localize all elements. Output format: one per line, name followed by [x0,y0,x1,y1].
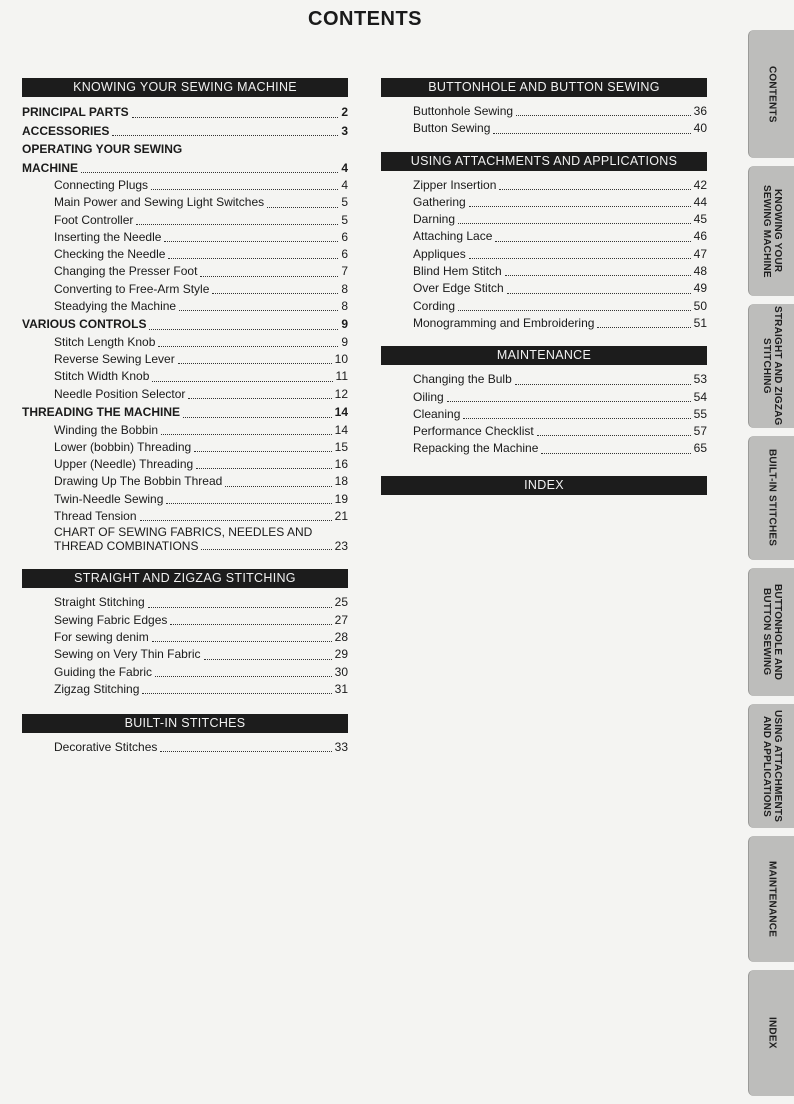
tab-builtin-label: BUILT-IN STITCHES [766,449,778,547]
toc-entry[interactable]: Connecting Plugs 4 [54,178,348,192]
tab-contents-label: CONTENTS [766,65,778,123]
tab-straight[interactable] [748,304,794,428]
tab-index-label: INDEX [766,1017,778,1049]
toc-entry[interactable]: Needle Position Selector 12 [54,386,348,401]
tab-buttonhole-label-2: BUTTON SEWING [761,588,772,676]
toc-entry-accessories[interactable]: ACCESSORIES 3 [22,123,348,138]
toc-entry[interactable]: Sewing Fabric Edges 27 [54,612,348,627]
section-header-builtin: BUILT-IN STITCHES [22,714,348,733]
toc-entry[interactable]: Oiling 54 [413,389,707,404]
toc-entry[interactable]: Lower (bobbin) Threading 15 [54,439,348,454]
section-header-maintenance: MAINTENANCE [381,346,707,365]
toc-entry[interactable]: Main Power and Sewing Light Switches 5 [54,195,348,210]
toc-entry[interactable]: Button Sewing 40 [413,121,707,136]
tab-knowing-label-2: SEWING MACHINE [761,184,772,278]
toc-entry[interactable]: Cleaning 55 [413,406,707,421]
section-knowing [22,78,348,553]
side-tabs [748,30,794,1100]
page-title: CONTENTS [308,8,422,30]
section-straight [22,569,348,698]
tab-contents[interactable] [748,30,794,158]
section-maintenance [381,346,707,457]
toc-entry[interactable]: Winding the Bobbin 14 [54,422,348,437]
tab-buttonhole-label-1: BUTTONHOLE AND [772,583,783,681]
toc-entry[interactable]: Thread Tension 21 [54,509,348,524]
toc-entry[interactable]: Checking the Needle 6 [54,247,348,262]
toc-entry[interactable]: Repacking the Machine 65 [413,441,707,456]
tab-builtin[interactable] [748,436,794,560]
tab-straight-label-1: STRAIGHT AND ZIGZAG [772,306,783,426]
section-header-buttonhole: BUTTONHOLE AND BUTTON SEWING [381,78,707,97]
tab-buttonhole[interactable] [748,568,794,696]
toc-entry[interactable]: Monogramming and Embroidering 51 [413,315,707,330]
toc-entry[interactable]: Reverse Sewing Lever 10 [54,352,348,367]
toc-entry[interactable]: Appliques 47 [413,246,707,261]
toc-entry[interactable]: Over Edge Stitch 49 [413,281,707,296]
toc-entry-operating[interactable]: MACHINE 4 [22,160,348,175]
toc-entry[interactable]: Zigzag Stitching 31 [54,681,348,696]
toc-entry[interactable]: Steadying the Machine 8 [54,299,348,314]
tab-attachments-label-2: AND APPLICATIONS [761,715,772,817]
toc-entry[interactable]: Performance Checklist 57 [413,424,707,439]
toc-entry[interactable]: Stitch Width Knob 11 [54,369,348,384]
section-attachments [381,152,707,333]
toc-entry[interactable]: Changing the Presser Foot 7 [54,264,348,279]
section-header-index[interactable]: INDEX [381,476,707,495]
toc-entry[interactable]: Changing the Bulb 53 [413,372,707,387]
toc-entry-chart[interactable]: CHART OF SEWING FABRICS, NEEDLES AND THREAD COMBINATIONS 23 [54,525,348,554]
toc-entry[interactable]: Darning 45 [413,212,707,227]
tab-straight-label-2: STITCHING [761,338,772,394]
toc-entry[interactable]: Guiding the Fabric 30 [54,664,348,679]
toc-entry[interactable]: Gathering 44 [413,194,707,209]
section-builtin [22,714,348,756]
toc-entry[interactable]: Inserting the Needle 6 [54,229,348,244]
toc-entry[interactable]: Decorative Stitches 33 [54,740,348,755]
toc-entry[interactable]: Foot Controller 5 [54,212,348,227]
toc-entry[interactable]: Upper (Needle) Threading 16 [54,457,348,472]
toc-entry[interactable]: Straight Stitching 25 [54,595,348,610]
toc-entry[interactable]: Converting to Free-Arm Style 8 [54,281,348,296]
tab-attachments-label-1: USING ATTACHMENTS [772,709,783,823]
section-header-knowing: KNOWING YOUR SEWING MACHINE [22,78,348,97]
tab-index[interactable] [748,970,794,1096]
toc-entry-principal-parts[interactable]: PRINCIPAL PARTS 2 [22,105,348,119]
tab-maintenance[interactable] [748,836,794,962]
toc-entry[interactable]: Stitch Length Knob 9 [54,334,348,349]
tab-maintenance-label: MAINTENANCE [766,860,778,938]
toc-entry[interactable]: For sewing denim 28 [54,629,348,644]
toc-entry[interactable]: Zipper Insertion 42 [413,177,707,192]
left-column [22,78,348,768]
section-header-straight: STRAIGHT AND ZIGZAG STITCHING [22,569,348,588]
toc-entry[interactable]: Attaching Lace 46 [413,229,707,244]
toc-entry[interactable]: Blind Hem Stitch 48 [413,264,707,279]
tab-knowing[interactable] [748,166,794,296]
toc-entry[interactable]: Twin-Needle Sewing 19 [54,491,348,506]
toc-entry-operating-line1: OPERATING YOUR SEWING [22,142,183,156]
tab-attachments[interactable] [748,704,794,828]
tab-knowing-label-1: KNOWING YOUR [772,189,783,273]
toc-entry-threading[interactable]: THREADING THE MACHINE 14 [22,405,348,420]
toc-entry-various-controls[interactable]: VARIOUS CONTROLS 9 [22,317,348,332]
right-column [381,78,707,501]
toc-entry[interactable]: Drawing Up The Bobbin Thread 18 [54,474,348,489]
toc-entry[interactable]: Cording 50 [413,298,707,313]
section-buttonhole [381,78,707,138]
toc-entry[interactable]: Sewing on Very Thin Fabric 29 [54,647,348,662]
toc-entry[interactable]: Buttonhole Sewing 36 [413,104,707,118]
section-header-attachments: USING ATTACHMENTS AND APPLICATIONS [381,152,707,171]
